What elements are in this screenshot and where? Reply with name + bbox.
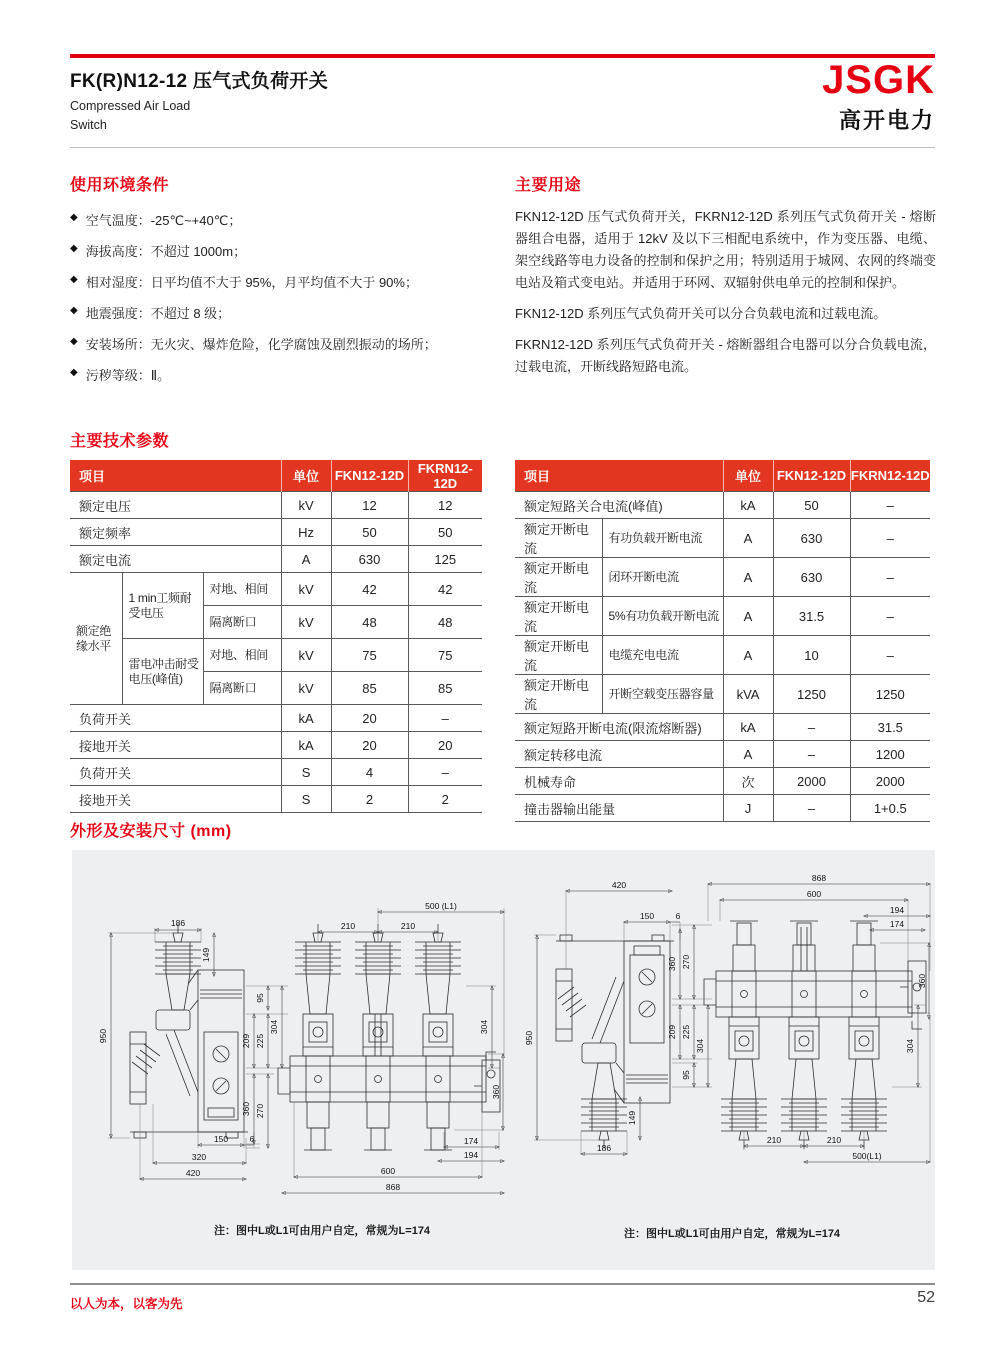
section-title-parameters: 主要技术参数 [70,433,170,450]
section-title-dimensions: 外形及安装尺寸 (mm) [70,823,232,840]
table-cell: 50 [773,492,850,519]
dim-label: 360 [491,1084,501,1100]
table-cell: 2 [331,786,408,813]
table-row [70,759,482,786]
dim-label: 600 [806,889,822,899]
table-cell: kVA [723,675,773,714]
outline-drawing-right [504,864,932,1212]
table-cell: 1250 [850,675,930,714]
table-cell: 48 [408,606,482,639]
table-cell: 额定短路关合电流(峰值) [515,492,723,519]
table-cell: 1250 [773,675,850,714]
table-cell: 5%有功负载开断电流 [602,597,723,636]
paragraph: FKN12-12D 系列压气式负荷开关可以分合负载电流和过载电流。 [515,306,887,321]
col-header-fkrn: FKRN12-12D [850,460,930,492]
table-cell: 1 min工频耐受电压 [122,573,203,639]
front-view [704,921,926,1149]
dim-label: 149 [627,1110,637,1126]
table-cell: 50 [331,519,408,546]
table-cell: 隔离断口 [203,672,281,705]
dim-label: 210 [826,1135,842,1145]
dim-label: 270 [255,1103,265,1119]
dim-label: 868 [385,1182,401,1192]
drawing-note-right: 注：图中L或L1可由用户自定，常规为L=174 [624,1228,841,1240]
table-cell: 48 [331,606,408,639]
brand-logo-chinese: 高开电力 [838,108,935,133]
dim-label: 360 [667,956,677,972]
table-cell: 隔离断口 [203,606,281,639]
table-row [70,786,482,813]
list-item [70,334,490,353]
table-cell: 10 [773,636,850,675]
dim-label: 210 [340,921,356,931]
list-item [70,365,490,384]
table-cell: kV [281,492,331,519]
dim-label: 150 [639,911,655,921]
brand-logo-text: JSGK [822,58,935,102]
page-subtitle-en: Compressed Air Load Switch [70,99,191,132]
table-cell: – [850,597,930,636]
table-row [70,705,482,732]
parameters-table-left [70,460,482,813]
drawing-panel [72,850,935,1270]
list-item-text: 相对湿度：日平均值不大于 95%，月平均值不大于 90%； [85,275,418,290]
table-cell: 2000 [850,768,930,795]
diamond-bullet-icon: ◆ [70,274,78,285]
table-cell: 12 [408,492,482,519]
table-cell: A [723,558,773,597]
table-cell: – [850,492,930,519]
col-header-unit: 单位 [723,460,773,492]
footer-slogan: 以人为本，以客为先 [70,1297,183,1311]
dim-label: 950 [98,1028,108,1044]
table-cell: 额定开断电流 [515,636,602,675]
table-cell: 1200 [850,741,930,768]
table-cell: kV [281,672,331,705]
table-cell: kV [281,573,331,606]
table-cell: 撞击器输出能量 [515,795,723,822]
table-row [515,492,930,519]
top-red-rule [70,54,935,58]
table-cell: 额定开断电流 [515,519,602,558]
table-cell: S [281,786,331,813]
table-cell: S [281,759,331,786]
dim-label: 95 [681,1070,691,1080]
table-cell: 125 [408,546,482,573]
table-row [515,558,930,597]
table-cell: 20 [408,732,482,759]
list-item [70,210,490,229]
parameters-table-right [515,460,930,822]
diamond-bullet-icon: ◆ [70,305,78,316]
diamond-bullet-icon: ◆ [70,212,78,223]
table-cell: – [773,795,850,822]
table-cell: kA [281,705,331,732]
table-cell: 42 [331,573,408,606]
table-cell: 85 [331,672,408,705]
table-cell: 接地开关 [70,786,281,813]
col-header-fkn: FKN12-12D [773,460,850,492]
list-item-text: 海拔高度：不超过 1000m； [85,244,247,259]
paragraph: FKRN12-12D 系列压气式负荷开关 - 熔断器组合电器可以分合负载电流，过载电流，开断线路短路电流。 [515,337,936,374]
table-cell: 4 [331,759,408,786]
table-cell-group: 额定绝缘水平 [70,573,122,705]
table-cell: 12 [331,492,408,519]
table-cell: 额定电压 [70,492,281,519]
table-cell: 额定频率 [70,519,281,546]
dim-label: 225 [255,1033,265,1049]
table-cell: kA [281,732,331,759]
table-cell: 次 [723,768,773,795]
table-cell: 机械寿命 [515,768,723,795]
dim-label: 304 [269,1019,279,1035]
table-cell: kA [723,714,773,741]
dim-label: 868 [811,873,827,883]
table-cell: 负荷开关 [70,705,281,732]
table-cell: 对地、相间 [203,639,281,672]
dim-label: 420 [611,880,627,890]
page-number: 52 [917,1289,935,1306]
table-cell: – [850,558,930,597]
diamond-bullet-icon: ◆ [70,367,78,378]
table-row [70,492,482,519]
table-row [70,573,482,606]
table-cell: 雷电冲击耐受电压(峰值) [122,639,203,705]
table-cell: 额定短路开断电流(限流熔断器) [515,714,723,741]
dim-label: 150 [213,1134,229,1144]
table-row [515,519,930,558]
dim-label: 320 [191,1152,207,1162]
section-title-uses: 主要用途 [515,177,582,194]
table-row [515,741,930,768]
col-header-unit: 单位 [281,460,331,492]
table-row [70,546,482,573]
table-row [515,597,930,636]
page-title: FK(R)N12-12 压气式负荷开关 [70,71,328,92]
col-header-fkn: FKN12-12D [331,460,408,492]
table-row [515,675,930,714]
dim-label: 950 [524,1030,534,1046]
table-cell: 开断空载变压器容量 [602,675,723,714]
table-cell: 50 [408,519,482,546]
table-cell: 有功负载开断电流 [602,519,723,558]
table-row [515,795,930,822]
table-cell: 闭环开断电流 [602,558,723,597]
header-divider [70,147,935,148]
table-cell: – [850,636,930,675]
dim-label: 270 [681,954,691,970]
table-cell: – [773,741,850,768]
table-row [515,636,930,675]
dim-label: 149 [201,947,211,963]
dim-label: 600 [380,1166,396,1176]
list-item-text: 空气温度：-25℃~+40℃； [85,213,242,228]
col-header-item: 项目 [515,460,723,492]
table-cell: 31.5 [850,714,930,741]
table-cell: 20 [331,705,408,732]
front-view [278,924,500,1150]
col-header-item: 项目 [70,460,281,492]
list-item [70,272,490,291]
table-cell: A [723,519,773,558]
dim-label: 174 [463,1136,479,1146]
table-cell: 75 [408,639,482,672]
table-cell: 额定开断电流 [515,597,602,636]
dim-label: 209 [241,1033,251,1049]
table-cell: 20 [331,732,408,759]
dim-label: 209 [667,1024,677,1040]
dim-label: 360 [917,973,927,989]
table-cell: 额定开断电流 [515,675,602,714]
list-item [70,241,490,260]
dim-label: 6 [249,1134,255,1144]
table-cell: A [281,546,331,573]
table-cell: A [723,597,773,636]
table-cell: – [408,759,482,786]
dim-label: 210 [766,1135,782,1145]
table-cell: 额定开断电流 [515,558,602,597]
side-view [556,935,674,1148]
table-cell: 630 [331,546,408,573]
dim-label: 304 [479,1019,489,1035]
table-cell: 额定电流 [70,546,281,573]
dim-label: 420 [185,1168,201,1178]
table-cell: J [723,795,773,822]
table-row [515,768,930,795]
drawing-note-left: 注：图中L或L1可由用户自定，常规为L=174 [214,1225,431,1237]
table-cell: 负荷开关 [70,759,281,786]
table-row [515,714,930,741]
paragraph: FKN12-12D 压气式负荷开关，FKRN12-12D 系列压气式负荷开关 - 熔断器组合电器，适用于 12kV 及以下三相配电系统中，作为变压器、电缆、架空线路等电力设备的控制和保护之用；特别适用于城网、农网的终端变电站及箱式变电站。并适用于环网、双辐射供电单元的控制和保护。 [515,209,936,290]
table-cell: – [850,519,930,558]
table-cell: 额定转移电流 [515,741,723,768]
table-cell: A [723,741,773,768]
uses-paragraphs [515,206,936,387]
table-cell: 接地开关 [70,732,281,759]
dim-label: 186 [596,1143,612,1153]
brand-logo [655,60,935,135]
table-cell: Hz [281,519,331,546]
dim-label: 304 [905,1038,915,1054]
table-cell: 42 [408,573,482,606]
list-item [70,303,490,322]
col-header-fkrn: FKRN12-12D [408,460,482,492]
table-cell: 85 [408,672,482,705]
dim-label: 194 [463,1150,479,1160]
table-cell: – [408,705,482,732]
side-view [130,924,248,1138]
diamond-bullet-icon: ◆ [70,336,78,347]
dim-label: 210 [400,921,416,931]
dim-label: 186 [170,918,186,928]
table-cell: 2 [408,786,482,813]
table-cell: 630 [773,519,850,558]
dim-label: 6 [675,911,681,921]
list-item-text: 地震强度：不超过 8 级； [85,306,231,321]
dim-label: 194 [889,905,905,915]
table-cell: A [723,636,773,675]
table-cell: 75 [331,639,408,672]
dim-label: 95 [255,993,265,1003]
table-cell: 2000 [773,768,850,795]
table-row [70,732,482,759]
table-cell: 对地、相间 [203,573,281,606]
table-cell: 电缆充电电流 [602,636,723,675]
dim-label: 174 [889,919,905,929]
list-item-text: 污秽等级：Ⅱ。 [85,368,171,383]
footer-divider [70,1283,935,1285]
table-cell: – [773,714,850,741]
table-row [70,639,482,672]
dim-label: 500(L1) [852,1151,882,1161]
section-title-environment: 使用环境条件 [70,177,170,194]
table-row [70,519,482,546]
dim-label: 225 [681,1024,691,1040]
environment-list [70,210,490,396]
dim-label: 304 [695,1038,705,1054]
diamond-bullet-icon: ◆ [70,243,78,254]
dim-label: 360 [241,1101,251,1117]
dim-label: 500 (L1) [425,901,457,911]
table-cell: kV [281,606,331,639]
outline-drawing-left [78,864,506,1212]
table-header-row [515,460,930,492]
table-cell: kA [723,492,773,519]
list-item-text: 安装场所：无火灾、爆炸危险，化学腐蚀及剧烈振动的场所； [85,337,437,352]
table-cell: 630 [773,558,850,597]
table-header-row [70,460,482,492]
table-cell: 31.5 [773,597,850,636]
table-cell: 1+0.5 [850,795,930,822]
table-cell: kV [281,639,331,672]
